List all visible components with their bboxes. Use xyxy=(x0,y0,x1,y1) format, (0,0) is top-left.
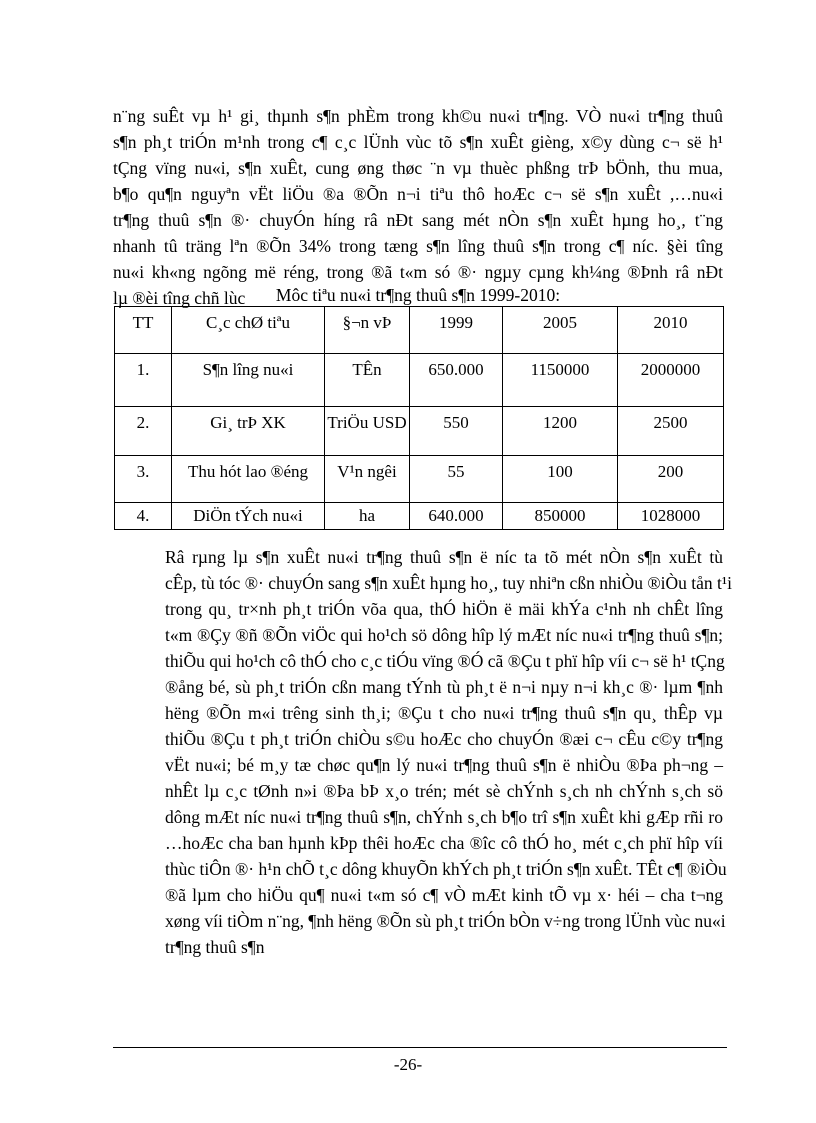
text-line: Râ rµng lµ s¶n xuÊt nu«i tr¶ng thuû s¶n ë níc ta tõ mét nÒn s¶n xuÊt tù xyxy=(165,547,723,567)
cell-2005: 850000 xyxy=(503,503,618,530)
table-header-row xyxy=(115,307,724,354)
table-row xyxy=(115,503,724,530)
cell-1999: 550 xyxy=(410,407,503,456)
text-line: ®ång bé, sù ph¸t triÓn cßn mang tÝnh tù ph¸t ë n¬i nµy n¬i kh¸c ®· lµm ¶nh xyxy=(165,677,723,697)
page-number: -26- xyxy=(393,1055,423,1074)
text-line: ®ã lµm cho hiÖu qu¶ nu«i t«m só c¶ vÒ mÆt kinh tÕ vµ x· héi – cha t¬ng xyxy=(165,885,723,905)
table-caption: Môc tiªu nu«i tr¶ng thuû s¶n 1999-2010: xyxy=(275,285,561,305)
cell-2010: 2000000 xyxy=(618,354,724,407)
text-line: trong qu¸ tr×nh ph¸t triÓn võa qua, thÓ hiÖn ë mäi khÝa c¹nh nh chÊt lîng xyxy=(165,599,723,619)
text-line: dông mÆt níc nu«i tr¶ng thuû s¶n, chÝnh s¸ch b¶o trî s¶n xuÊt khi gÆp rñi ro xyxy=(165,807,723,827)
cell-indicator: S¶n lîng nu«i xyxy=(172,354,325,407)
text-line: s¶n ph¸t triÓn m¹nh trong c¶ c¸c lÜnh vùc tõ s¶n xuÊt gièng, x©y dùng c¬ së h¹ xyxy=(113,132,723,152)
footer-divider xyxy=(113,1047,727,1048)
cell-2010: 2500 xyxy=(618,407,724,456)
table-row xyxy=(115,407,724,456)
cell-unit: V¹n ngêi xyxy=(325,456,410,503)
cell-unit: ha xyxy=(325,503,410,530)
cell-2010: 1028000 xyxy=(618,503,724,530)
cell-1999: 650.000 xyxy=(410,354,503,407)
cell-2010: 200 xyxy=(618,456,724,503)
text-line: lµ ®èi tîng chñ lùc xyxy=(113,288,246,308)
text-line: tr¶ng thuû s¶n xyxy=(165,937,265,957)
cell-tt: 1. xyxy=(115,354,172,407)
text-line: t«m ®Çy ®ñ ®Õn viÖc qui ho¹ch sö dông hîp lý mÆt níc nu«i tr¶ng thuû s¶n; xyxy=(165,625,723,645)
text-line: nu«i kh«ng ngõng më réng, trong ®ã t«m só ®· ngµy cµng kh¼ng ®Þnh râ nÐt xyxy=(113,262,723,282)
text-line: nhÊt lµ c¸c tØnh n»i ®Þa bÞ x¸o trén; mét sè chÝnh s¸ch nh chÝnh s¸ch sö xyxy=(165,781,723,801)
text-line: b¶o qu¶n nguyªn vËt liÖu ®a ®Õn n¬i tiªu thô hoÆc c¬ së s¶n xuÊt ,…nu«i xyxy=(113,184,723,204)
cell-unit: TriÖu USD xyxy=(325,407,410,456)
cell-indicator: Thu hót lao ®éng xyxy=(172,456,325,503)
body-paragraph-1 xyxy=(113,103,723,311)
text-line: thùc tiÔn ®· h¹n chÕ t¸c dông khuyÕn khÝch ph¸t triÓn s¶n xuÊt. TÊt c¶ ®iÒu xyxy=(165,859,727,879)
text-line: tr¶ng thuû s¶n ®· chuyÓn híng râ nÐt sang mét nÒn s¶n xuÊt hµng ho¸, t¨ng xyxy=(113,210,723,230)
header-cell-2010: 2010 xyxy=(618,307,724,354)
text-line: …hoÆc cha ban hµnh kÞp thêi hoÆc cha ®îc cô thÓ ho¸ mét c¸ch phï hîp víi xyxy=(165,833,723,853)
cell-2005: 1150000 xyxy=(503,354,618,407)
text-line: hëng ®Õn m«i trêng sinh th¸i; ®Çu t cho nu«i tr¶ng thuû s¶n qu¸ thÊp vµ xyxy=(165,703,723,723)
cell-tt: 2. xyxy=(115,407,172,456)
cell-indicator: DiÖn tÝch nu«i xyxy=(172,503,325,530)
cell-1999: 640.000 xyxy=(410,503,503,530)
text-line: n¨ng suÊt vµ h¹ gi¸ thµnh s¶n phÈm trong kh©u nu«i tr¶ng. VÒ nu«i tr¶ng thuû xyxy=(113,106,723,126)
text-line: thiÕu qui ho¹ch cô thÓ cho c¸c tiÓu vïng ®Ó cã ®Çu t phï hîp víi c¬ së h¹ tÇng xyxy=(165,651,725,671)
targets-table xyxy=(114,306,724,530)
text-line: cÊp, tù tóc ®· chuyÓn sang s¶n xuÊt hµng ho¸, tuy nhiªn cßn nhiÒu ®iÒu tån t¹i xyxy=(165,573,732,593)
header-cell-unit: §¬n vÞ xyxy=(325,307,410,354)
text-line: thiÕu ®Çu t ph¸t triÓn chiÒu s©u hoÆc cho chuyÓn ®æi c¬ cÊu c©y tr¶ng xyxy=(165,729,723,749)
header-cell-1999: 1999 xyxy=(410,307,503,354)
header-cell-tt: TT xyxy=(115,307,172,354)
header-cell-2005: 2005 xyxy=(503,307,618,354)
text-line: tÇng vïng nu«i, s¶n xuÊt, cung øng thøc ¨n vµ thuèc phßng trÞ bÖnh, thu mua, xyxy=(113,158,723,178)
cell-indicator: Gi¸ trÞ XK xyxy=(172,407,325,456)
header-cell-indicator: C¸c chØ tiªu xyxy=(172,307,325,354)
table-row xyxy=(115,456,724,503)
cell-tt: 3. xyxy=(115,456,172,503)
cell-2005: 1200 xyxy=(503,407,618,456)
text-line: vËt nu«i; bé m¸y tæ chøc qu¶n lý nu«i tr¶ng thuû s¶n ë nhiÒu ®Þa ph¬ng – xyxy=(165,755,723,775)
text-line: xøng víi tiÒm n¨ng, ¶nh hëng ®Õn sù ph¸t triÓn bÒn v÷ng trong lÜnh vùc nu«i xyxy=(165,911,726,931)
cell-tt: 4. xyxy=(115,503,172,530)
body-paragraph-2 xyxy=(113,544,732,960)
cell-1999: 55 xyxy=(410,456,503,503)
text-line: nhanh tû träng lªn ®Õn 34% trong tæng s¶n lîng thuû s¶n trong c¶ níc. §èi tîng xyxy=(113,236,723,256)
table-row xyxy=(115,354,724,407)
cell-2005: 100 xyxy=(503,456,618,503)
cell-unit: TÊn xyxy=(325,354,410,407)
